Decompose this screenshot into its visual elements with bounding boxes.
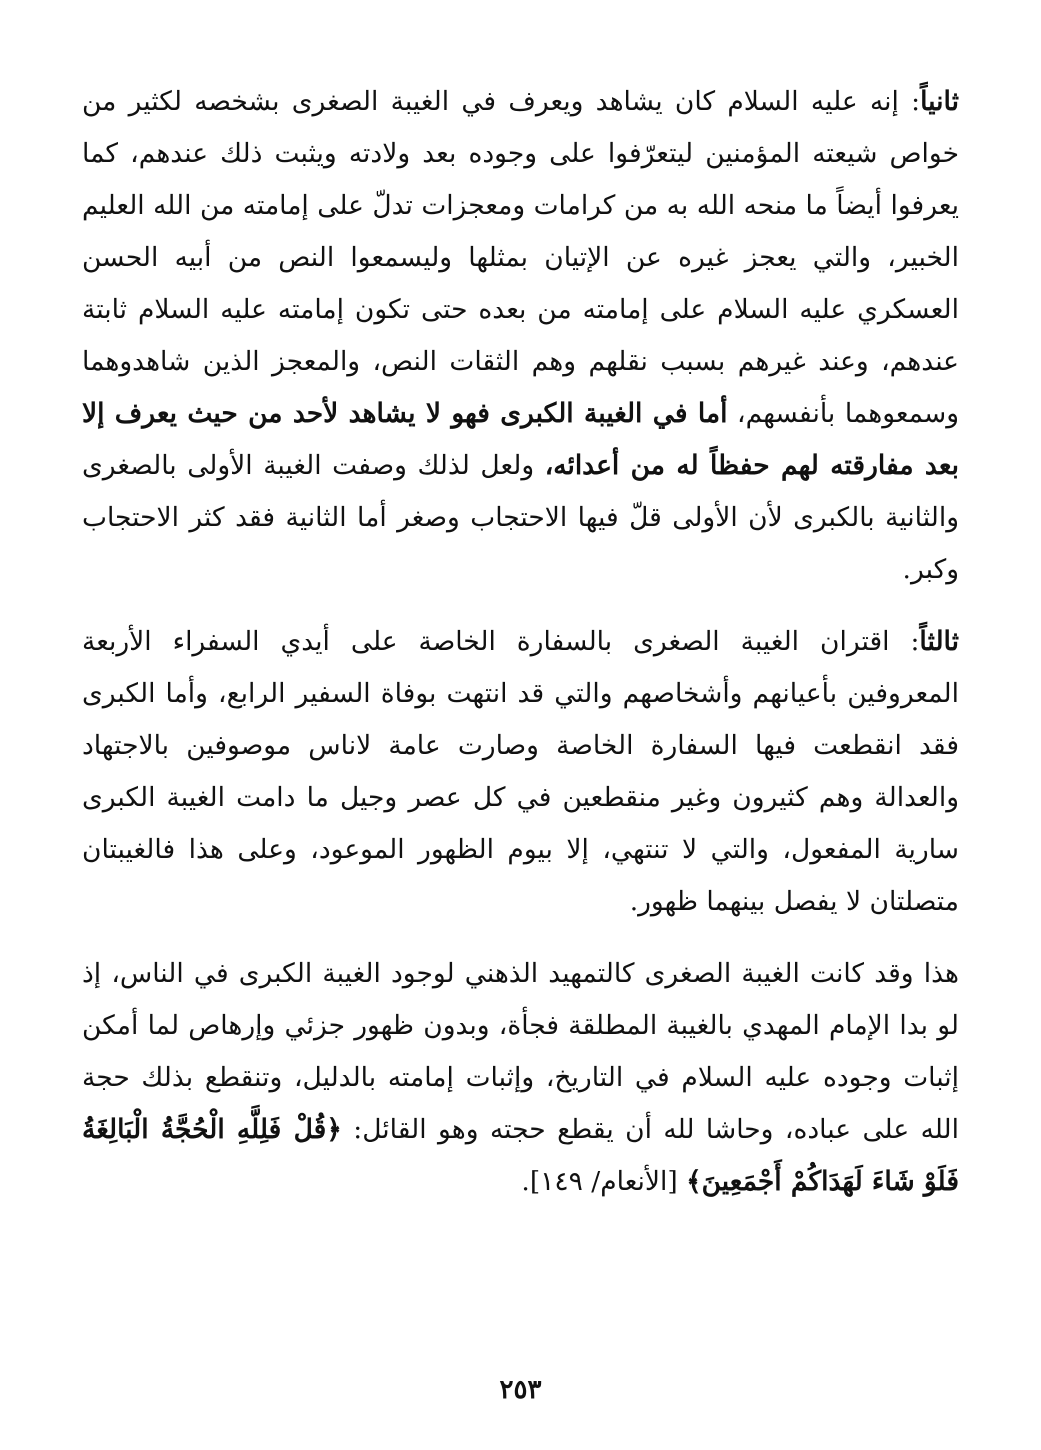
paragraph-text: : اقتران الغيبة الصغرى بالسفارة الخاصة على أيدي السفراء الأربعة المعروفين بأعيانهم وأشخاصهم والتي قد انتهت بوفاة السفير الرابع، وأما الكبرى فقد انقطعت فيها السفارة الخاصة وصارت عامة لاناس موصوفين بالاجتهاد والعدالة وهم كثيرون وغير منقطعين في كل عصر وجيل ما دامت الغيبة الكبرى سارية المفعول، والتي لا تنتهي، إلا بيوم الظهور الموعود، وعلى هذا فالغيبتان متصلتان لا يفصل بينهما ظهور.: [82, 626, 959, 917]
paragraph-lead-second: ثانياً: [920, 86, 959, 117]
paragraph-bold-text: أما في الغيبة الكبرى فهو لا يشاهد لأحد من حيث يعرف إلا بعد مفارقته لهم حفظاً له من أعدائه،: [82, 398, 959, 481]
paragraph-second-point: [82, 76, 959, 596]
page-number: ٢٥٣: [499, 1375, 542, 1405]
quran-verse: ﴿قُلْ فَلِلَّهِ الْحُجَّةُ الْبَالِغَةُ فَلَوْ شَاءَ لَهَدَاكُمْ أَجْمَعِينَ﴾: [82, 1114, 959, 1197]
verse-citation: [الأنعام/ ١٤٩].: [521, 1166, 687, 1197]
paragraph-text: هذا وقد كانت الغيبة الصغرى كالتمهيد الذهني لوجود الغيبة الكبرى في الناس، إذ لو بدا الإمام المهدي بالغيبة المطلقة فجأة، وبدون ظهور جزئي وإرهاص لما أمكن إثبات وجوده عليه السلام في التاريخ، وإثبات إمامته بالدليل، وتنقطع بذلك حجة الله على عباده، وحاشا لله أن يقطع حجته وهو القائل:: [82, 958, 959, 1145]
paragraph-text-end: ولعل لذلك وصفت الغيبة الأولى بالصغرى والثانية بالكبرى لأن الأولى قلّ فيها الاحتجاب وصغر أما الثانية فقد كثر الاحتجاب وكبر.: [82, 450, 959, 585]
paragraph-third-point: [82, 616, 959, 928]
paragraph-text: : إنه عليه السلام كان يشاهد ويعرف في الغيبة الصغرى بشخصه لكثير من خواص شيعته المؤمنين ليتعرّفوا على وجوده بعد ولادته ويثبت ذلك عندهم، كما يعرفوا أيضاً ما منحه الله به من كرامات ومعجزات تدلّ على إمامته من الله العليم الخبير، والتي يعجز غيره عن الإتيان بمثلها وليسمعوا النص من أبيه الحسن العسكري عليه السلام على إمامته من بعده حتى تكون إمامته عليه السلام ثابتة عندهم، وعند غيرهم بسبب نقلهم وهم الثقات النص، والمعجز الذين شاهدوهما وسمعوهما بأنفسهم،: [82, 86, 959, 429]
paragraph-conclusion: [82, 948, 959, 1208]
paragraph-lead-third: ثالثاً: [919, 626, 959, 657]
